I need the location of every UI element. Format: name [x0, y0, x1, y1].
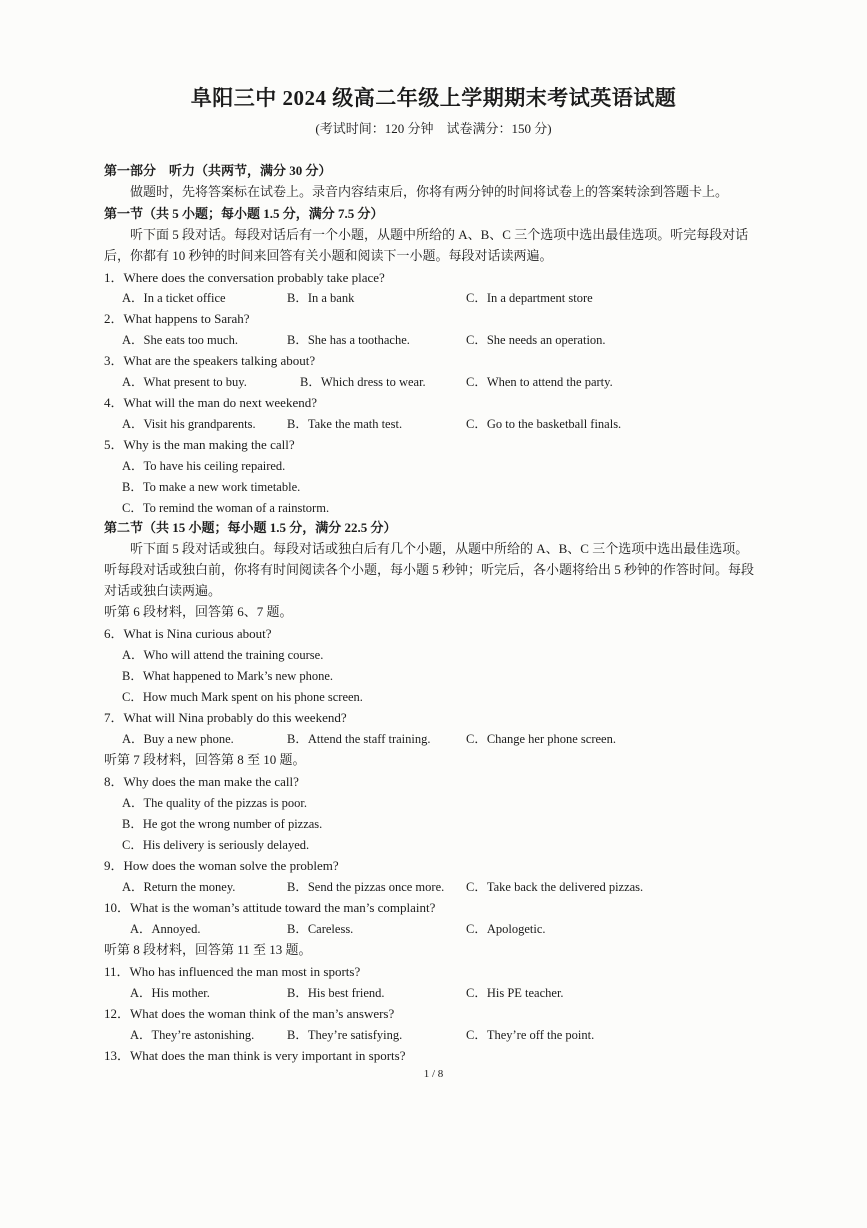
question-5-option-a: A．To have his ceiling repaired.	[122, 459, 286, 473]
material-note-8: 听第 8 段材料，回答第 11 至 13 题。	[104, 942, 312, 957]
question-7-option-a: A．Buy a new phone.	[122, 732, 234, 746]
question-1-option-b: B．In a bank	[287, 291, 355, 305]
question-11-option-b: B．His best friend.	[287, 986, 385, 1000]
part1-instruction: 做题时，先将答案标在试卷上。录音内容结束后，你将有两分钟的时间将试卷上的答案转涂到答题卡上。	[130, 184, 729, 199]
question-12-stem: 12．What does the woman think of the man’s answers?	[104, 1006, 395, 1021]
question-10-option-a: A．Annoyed.	[130, 922, 201, 936]
question-6-stem: 6．What is Nina curious about?	[104, 626, 272, 641]
question-1-stem: 1．Where does the conversation probably take place?	[104, 270, 385, 285]
question-3-option-c: C．When to attend the party.	[466, 375, 613, 389]
section2-instruction-line1: 听下面 5 段对话或独白。每段对话或独白后有几个小题，从题中所给的 A、B、C 三个选项中选出最佳选项。	[130, 541, 749, 556]
question-4-option-c: C．Go to the basketball finals.	[466, 417, 622, 431]
section1-instruction-line1: 听下面 5 段对话。每段对话后有一个小题，从题中所给的 A、B、C 三个选项中选出最佳选项。听完每段对话	[130, 227, 749, 242]
question-4-option-a: A．Visit his grandparents.	[122, 417, 256, 431]
question-13-stem: 13．What does the man think is very important in sports?	[104, 1048, 406, 1063]
question-7-option-b: B．Attend the staff training.	[287, 732, 431, 746]
question-8-stem: 8．Why does the man make the call?	[104, 774, 299, 789]
question-5-stem: 5．Why is the man making the call?	[104, 437, 295, 452]
question-12-option-c: C．They’re off the point.	[466, 1028, 595, 1042]
question-3-option-a: A．What present to buy.	[122, 375, 247, 389]
question-8-option-c: C．His delivery is seriously delayed.	[122, 838, 310, 852]
section1-heading: 第一节（共 5 小题；每小题 1.5 分，满分 7.5 分）	[104, 206, 384, 221]
section2-instruction-line2: 听每段对话或独白前，你将有时间阅读各个小题，每小题 5 秒钟；听完后，各小题将给出 5 秒钟的作答时间。每段	[104, 562, 755, 577]
question-3-option-b: B．Which dress to wear.	[300, 375, 426, 389]
question-12-option-a: A．They’re astonishing.	[130, 1028, 255, 1042]
question-4-option-b: B．Take the math test.	[287, 417, 403, 431]
question-9-stem: 9．How does the woman solve the problem?	[104, 858, 339, 873]
question-6-option-c: C．How much Mark spent on his phone screen.	[122, 690, 363, 704]
question-6-option-a: A．Who will attend the training course.	[122, 648, 324, 662]
question-11-option-a: A．His mother.	[130, 986, 210, 1000]
question-7-stem: 7．What will Nina probably do this weekend?	[104, 710, 347, 725]
question-1-option-a: A．In a ticket office	[122, 291, 226, 305]
page-number: 1 / 8	[423, 1068, 444, 1080]
question-11-option-c: C．His PE teacher.	[466, 986, 564, 1000]
exam-subtitle: (考试时间：120 分钟 试卷满分：150 分)	[315, 121, 552, 136]
question-2-option-c: C．She needs an operation.	[466, 333, 606, 347]
question-10-stem: 10．What is the woman’s attitude toward the man’s complaint?	[104, 900, 436, 915]
material-note-7: 听第 7 段材料，回答第 8 至 10 题。	[104, 752, 306, 767]
question-9-option-b: B．Send the pizzas once more.	[287, 880, 445, 894]
question-8-option-a: A．The quality of the pizzas is poor.	[122, 796, 308, 810]
question-2-option-b: B．She has a toothache.	[287, 333, 410, 347]
exam-title: 阜阳三中 2024 级高二年级上学期期末考试英语试题	[190, 86, 677, 110]
section2-heading: 第二节（共 15 小题；每小题 1.5 分，满分 22.5 分）	[104, 520, 397, 535]
material-note-6: 听第 6 段材料，回答第 6、7 题。	[104, 604, 293, 619]
question-7-option-c: C．Change her phone screen.	[466, 732, 616, 746]
part1-heading: 第一部分 听力（共两节，满分 30 分）	[104, 163, 332, 178]
question-4-stem: 4．What will the man do next weekend?	[104, 395, 317, 410]
question-5-option-c: C．To remind the woman of a rainstorm.	[122, 501, 330, 515]
question-2-stem: 2．What happens to Sarah?	[104, 311, 250, 326]
question-8-option-b: B．He got the wrong number of pizzas.	[122, 817, 323, 831]
question-6-option-b: B．What happened to Mark’s new phone.	[122, 669, 334, 683]
question-10-option-c: C．Apologetic.	[466, 922, 546, 936]
question-1-option-c: C．In a department store	[466, 291, 593, 305]
question-11-stem: 11．Who has influenced the man most in sports?	[104, 964, 361, 979]
section1-instruction-line2: 后，你都有 10 秒钟的时间来回答有关小题和阅读下一小题。每段对话读两遍。	[104, 248, 553, 263]
section2-instruction-line3: 对话或独白读两遍。	[104, 583, 222, 598]
question-12-option-b: B．They’re satisfying.	[287, 1028, 403, 1042]
question-5-option-b: B．To make a new work timetable.	[122, 480, 301, 494]
question-10-option-b: B．Careless.	[287, 922, 354, 936]
question-2-option-a: A．She eats too much.	[122, 333, 238, 347]
question-9-option-a: A．Return the money.	[122, 880, 236, 894]
question-3-stem: 3．What are the speakers talking about?	[104, 353, 316, 368]
question-9-option-c: C．Take back the delivered pizzas.	[466, 880, 644, 894]
